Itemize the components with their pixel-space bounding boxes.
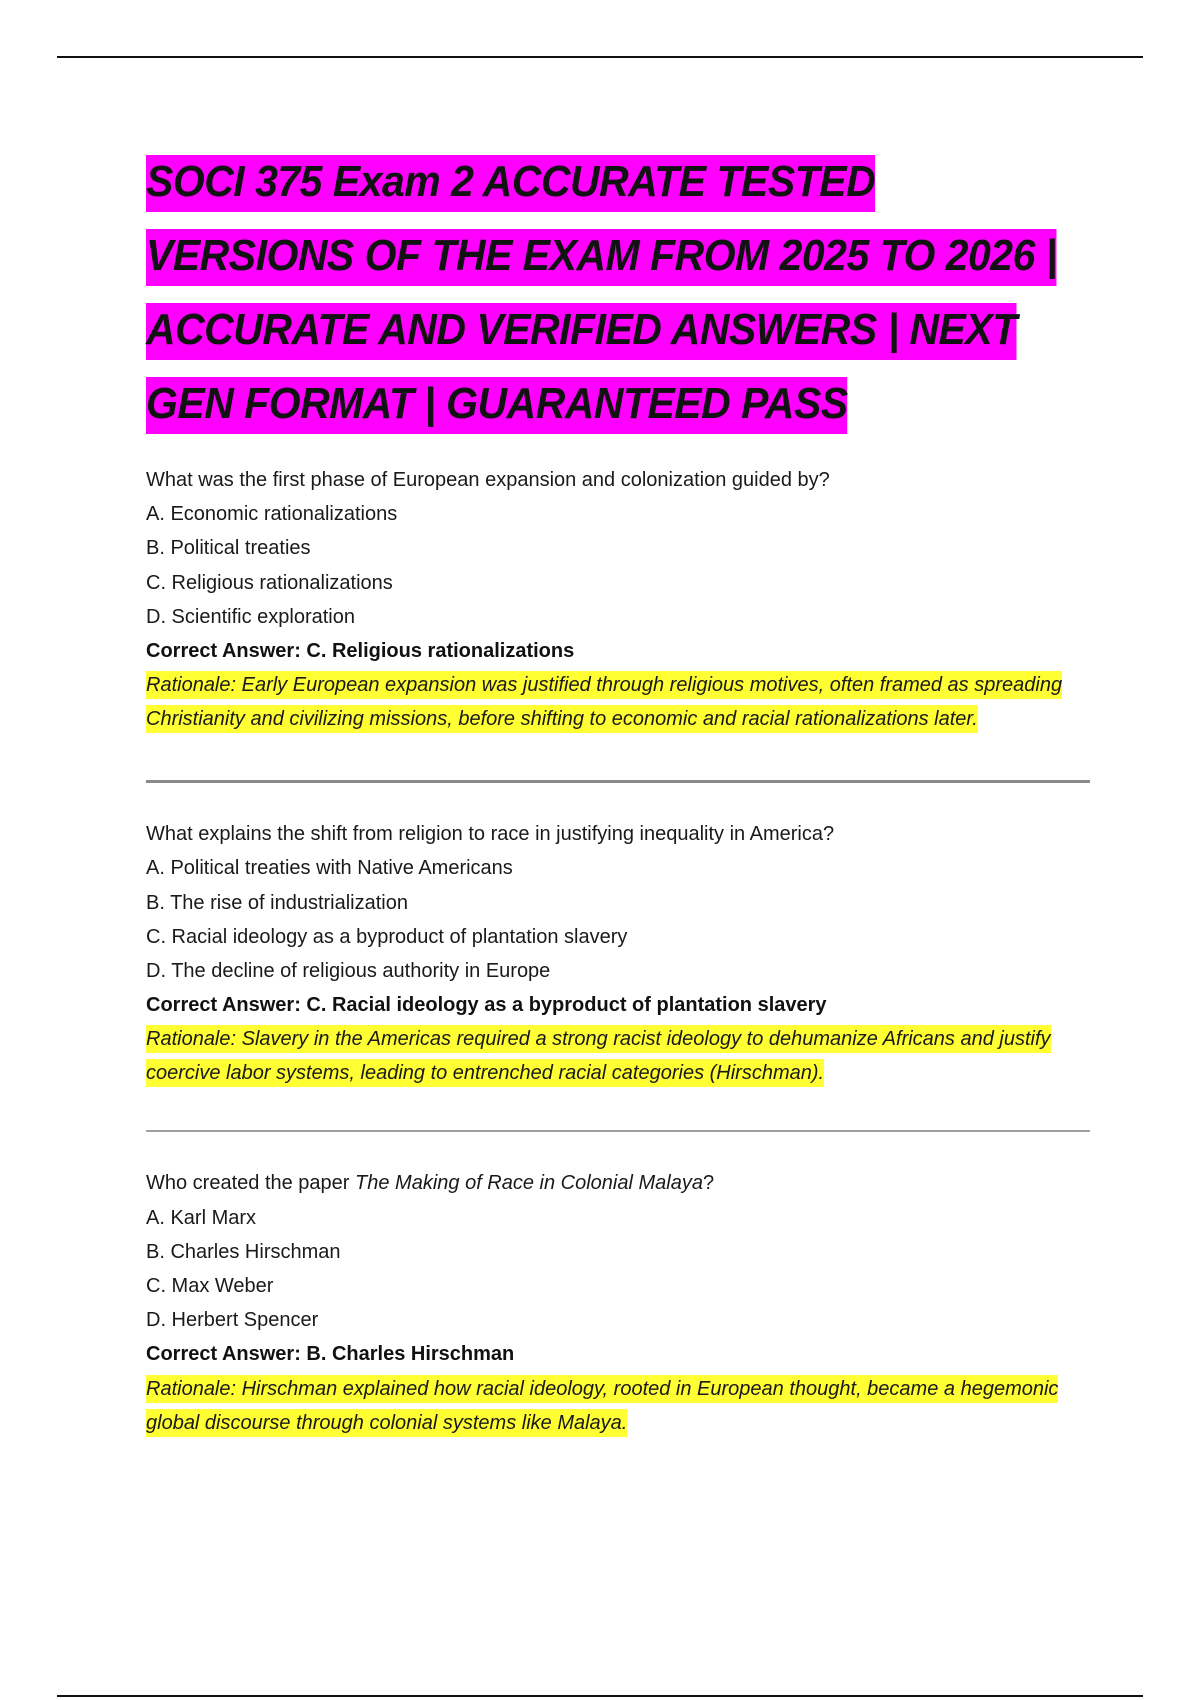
- section-divider: [146, 780, 1090, 783]
- section-divider: [146, 1130, 1090, 1132]
- question-text: What was the first phase of European expansion and colonization guided by?: [146, 469, 830, 491]
- option-a: A. Economic rationalizations: [146, 503, 398, 526]
- option-a: A. Political treaties with Native Americans: [146, 857, 513, 880]
- option-d: D. Herbert Spencer: [146, 1309, 319, 1332]
- option-d: D. The decline of religious authority in Europe: [146, 960, 551, 983]
- question-text: [146, 1166, 1090, 1200]
- top-rule: [57, 56, 1143, 58]
- option-b: B. The rise of industrialization: [146, 891, 408, 914]
- question-prefix: Who created the paper: [146, 1172, 356, 1195]
- option-d: D. Scientific exploration: [146, 605, 355, 628]
- correct-answer: Correct Answer: B. Charles Hirschman: [146, 1343, 515, 1366]
- option-a: A. Karl Marx: [146, 1206, 257, 1229]
- option-c: C. Max Weber: [146, 1275, 274, 1298]
- rationale-highlight: Rationale: Slavery in the Americas required a strong racist ideology to dehumanize Africans and justify coercive labor systems, leading to entrenched racial categories (Hirschman).: [146, 1025, 1051, 1087]
- rationale: [146, 1372, 1090, 1440]
- rationale-highlight: Rationale: Early European expansion was justified through religious motives, often framed as spreading Christianity and civilizing missions, before shifting to economic and racial rationalizations later.: [146, 671, 1062, 733]
- option-c: C. Religious rationalizations: [146, 571, 393, 594]
- question-block-2: [146, 817, 1090, 1090]
- option-b: B. Political treaties: [146, 537, 311, 560]
- paper-title: The Making of Race in Colonial Malaya: [355, 1172, 703, 1195]
- question-suffix: ?: [702, 1172, 715, 1195]
- document-body: [146, 145, 1090, 1440]
- option-b: B. Charles Hirschman: [146, 1240, 341, 1263]
- title-highlight: SOCI 375 Exam 2 ACCURATE TESTED VERSIONS OF THE EXAM FROM 2025 TO 2026 | ACCURATE AND VERIFIED ANSWERS | NEXT GEN FORMAT | GUARANTEED PASS: [146, 155, 1057, 434]
- option-c: C. Racial ideology as a byproduct of plantation slavery: [146, 925, 628, 948]
- correct-answer: Correct Answer: C. Racial ideology as a byproduct of plantation slavery: [146, 994, 827, 1017]
- document-title: [146, 145, 1090, 441]
- rationale-highlight: Rationale: Hirschman explained how racial ideology, rooted in European thought, became a hegemonic global discourse through colonial systems like Malaya.: [146, 1375, 1058, 1437]
- bottom-rule: [57, 1695, 1143, 1697]
- question-block-3: [146, 1166, 1090, 1439]
- correct-answer: Correct Answer: C. Religious rationalizations: [146, 640, 575, 663]
- question-block-1: [146, 463, 1090, 736]
- question-text: What explains the shift from religion to race in justifying inequality in America?: [146, 823, 835, 846]
- rationale: [146, 1022, 1090, 1090]
- rationale: [146, 668, 1090, 736]
